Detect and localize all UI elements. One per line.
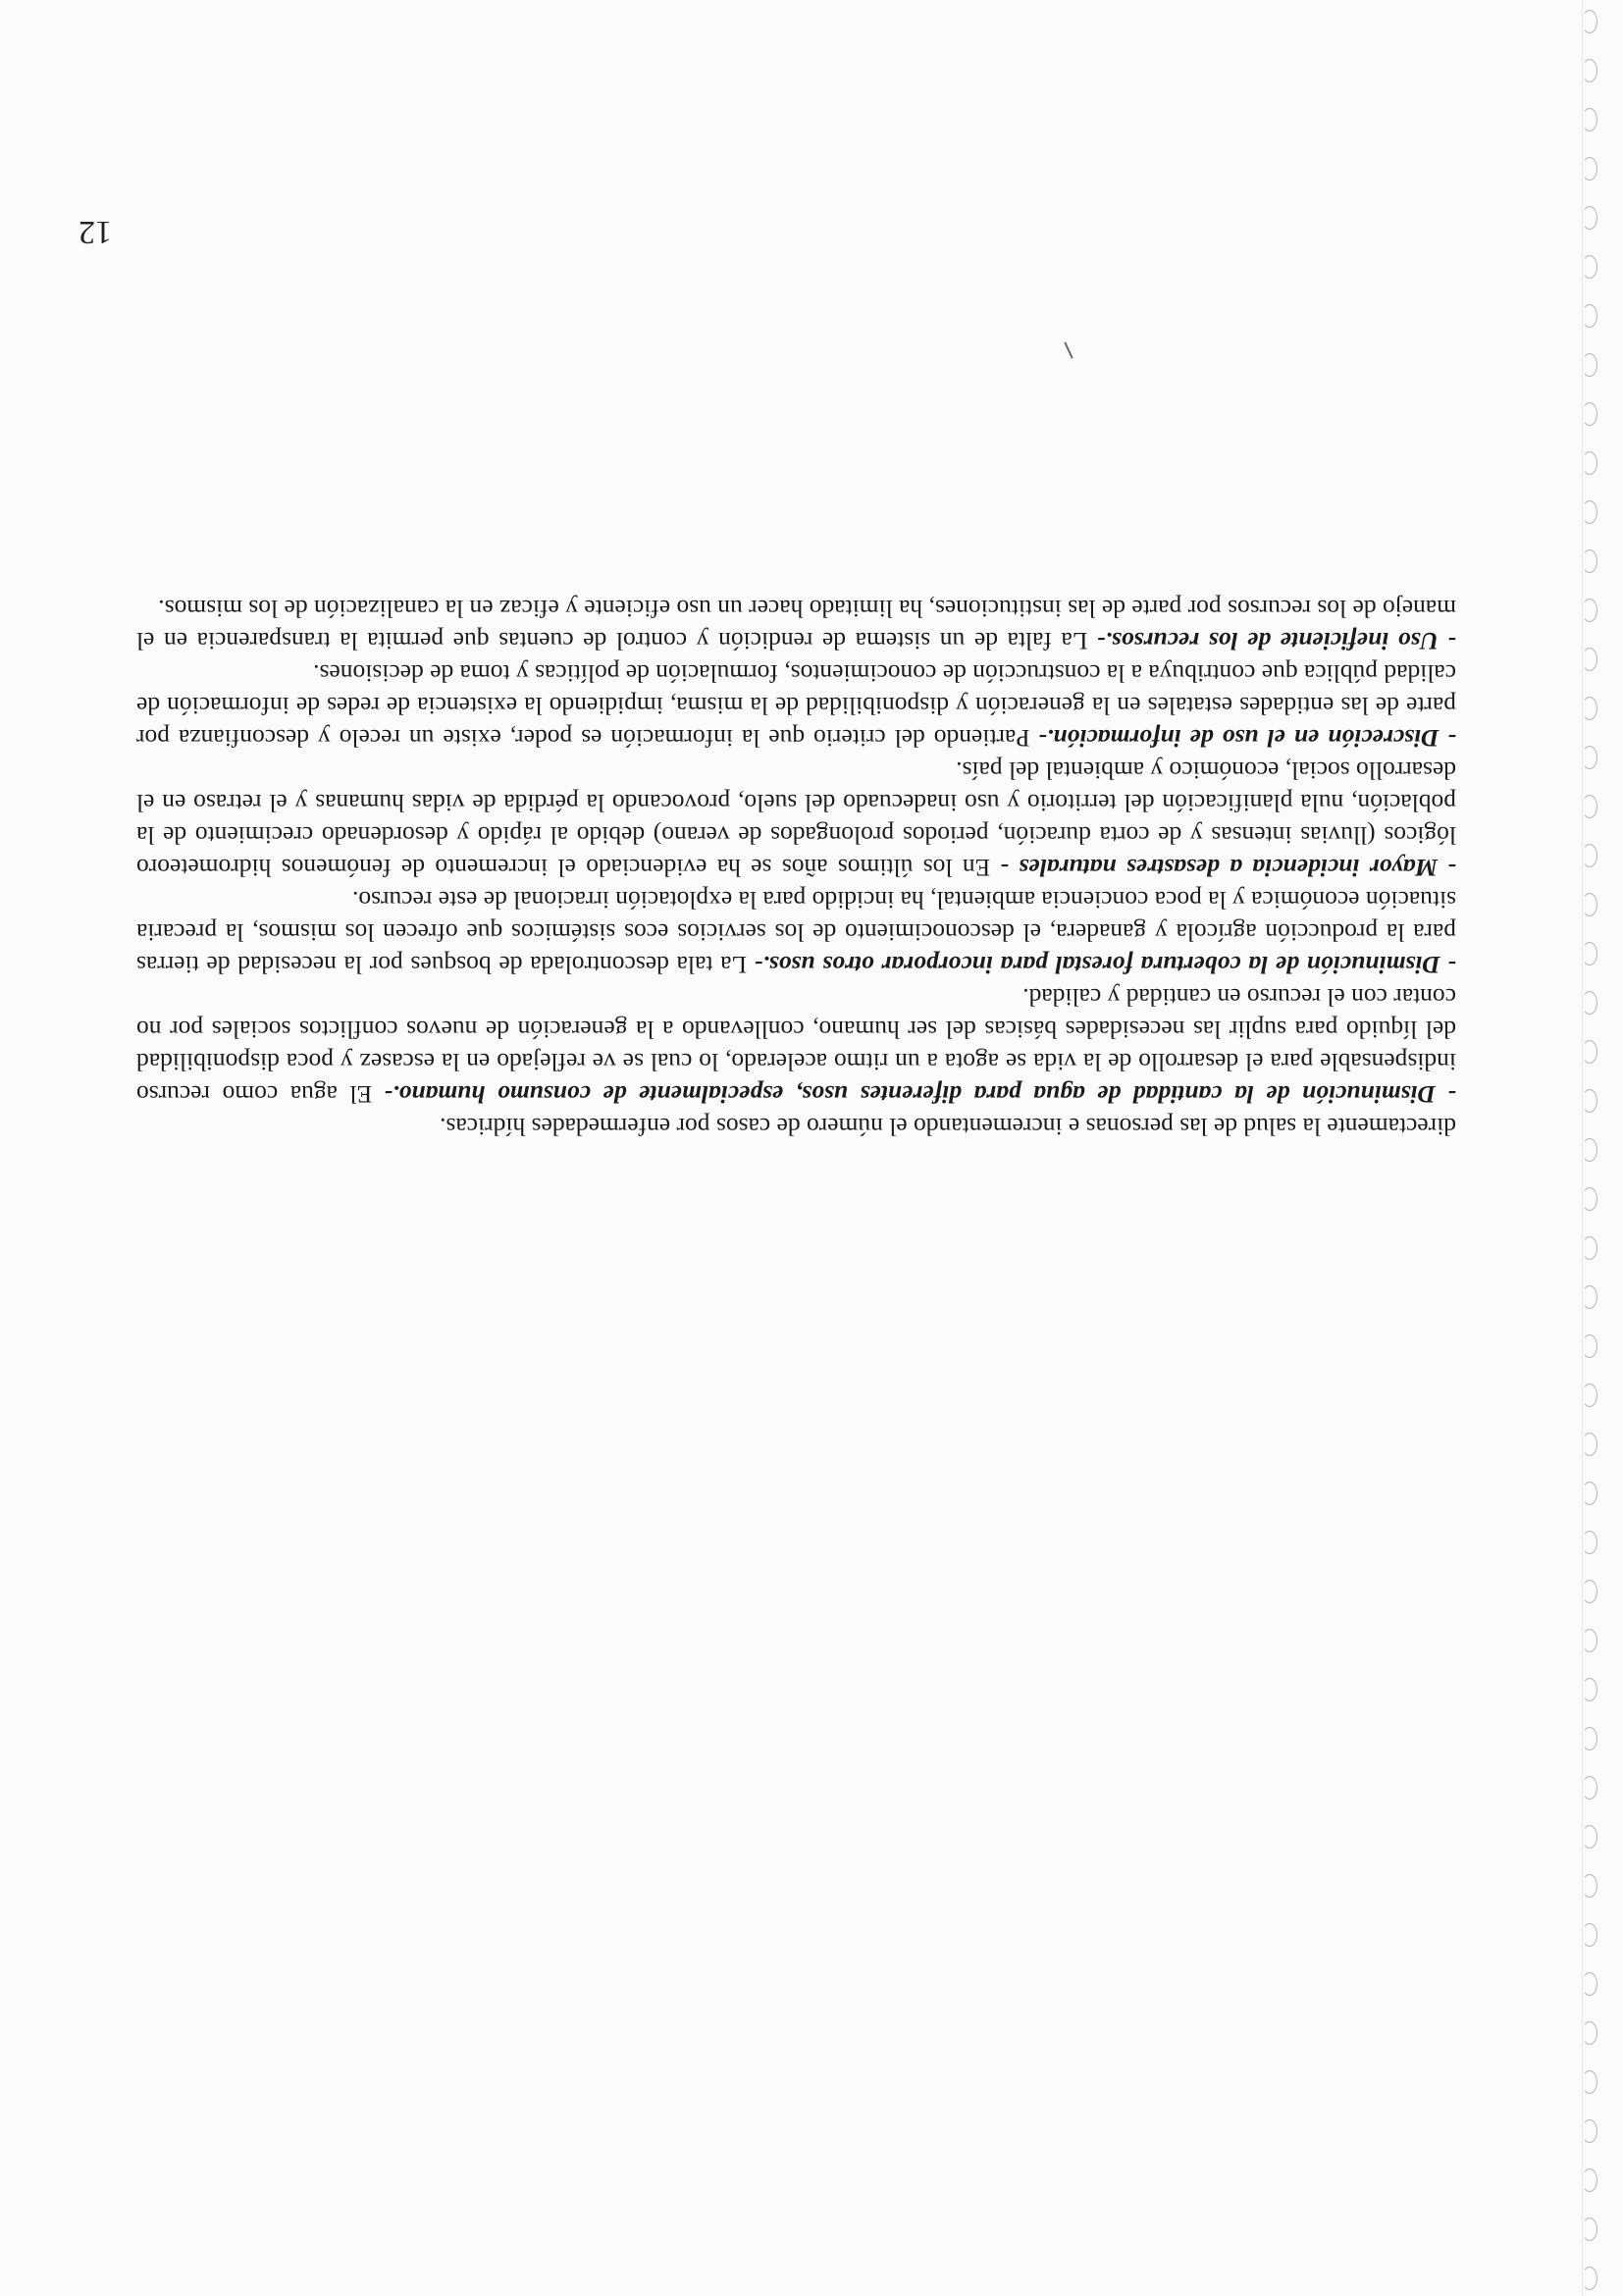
list-item xyxy=(136,657,1456,755)
list-item-heading: - Disminución de la cobertura forestal para incorporar otros usos.- xyxy=(754,951,1456,979)
intro-paragraph: directamente la salud de las personas e incrementando el número de casos por enfermedades hídricas. xyxy=(440,1113,1456,1141)
list-item-text: La falta de un sistema de rendición y control de cuentas que permita la transparencia en el manejo de los recursos por parte de las instituciones, ha limitado hacer un uso eficiente y eficaz en la canalización de los mismos. xyxy=(136,595,1456,655)
list-item xyxy=(136,593,1456,657)
list-item-text: Partiendo del criterio que la información es poder, existe un recelo y desconfianza por parte de las entidades estatales en la generación y disponibilidad de la misma, impidiendo la existencia de redes de información de calidad pública que contribuya a la construcción de conocimientos, formulación de políticas y toma de decisiones. xyxy=(136,659,1456,753)
list-item-heading: - Disminución de la cantidad de agua para diferentes usos, especialmente de consumo humano.- xyxy=(384,1080,1456,1109)
list-item-text: En los últimos años se ha evidenciado el incremento de fenómenos hidrometeoro lógicos (lluvias intensas y de corta duración, periodos prolongados de verano) debido al rápido y desordenado crecimiento de la población, nula planificación del territorio y uso inadecuado del suelo, provocando la pérdida de vidas humanas y el retraso en el desarrollo social, económico y ambiental del país. xyxy=(136,757,1456,882)
list-item xyxy=(136,755,1456,884)
body-text xyxy=(136,593,1456,1143)
list-item-text: El agua como recurso indispensable para el desarrollo de la vida se agota a un ritmo acelerado, lo cual se ve reflejado en la escasez y poca disponibilidad del líquido para suplir las necesidades básicas del ser humano, conllevando a la generación de nuevos conflictos sociales por no contar con el recurso en cantidad y calidad. xyxy=(136,983,1456,1109)
list-item-heading: - Mayor incidencia a desastres naturales - xyxy=(1000,854,1456,882)
list-item-heading: - Uso ineficiente de los recursos.- xyxy=(1096,627,1456,655)
list-item-text: La tala descontrolada de bosques por la necesidad de tierras para la producción agrícola y ganadera, el desconocimiento de los servicios ecos sistémicos que ofrecen los mismos, la precaria situación económica y la poca conciencia ambiental, ha incidido para la explotación irracional de este recurso. xyxy=(135,886,1456,979)
list-item-heading: - Discreción en el uso de información.- xyxy=(1038,724,1456,753)
list-item xyxy=(136,884,1456,981)
list-item xyxy=(136,981,1456,1111)
page-number: 12 xyxy=(79,214,112,250)
